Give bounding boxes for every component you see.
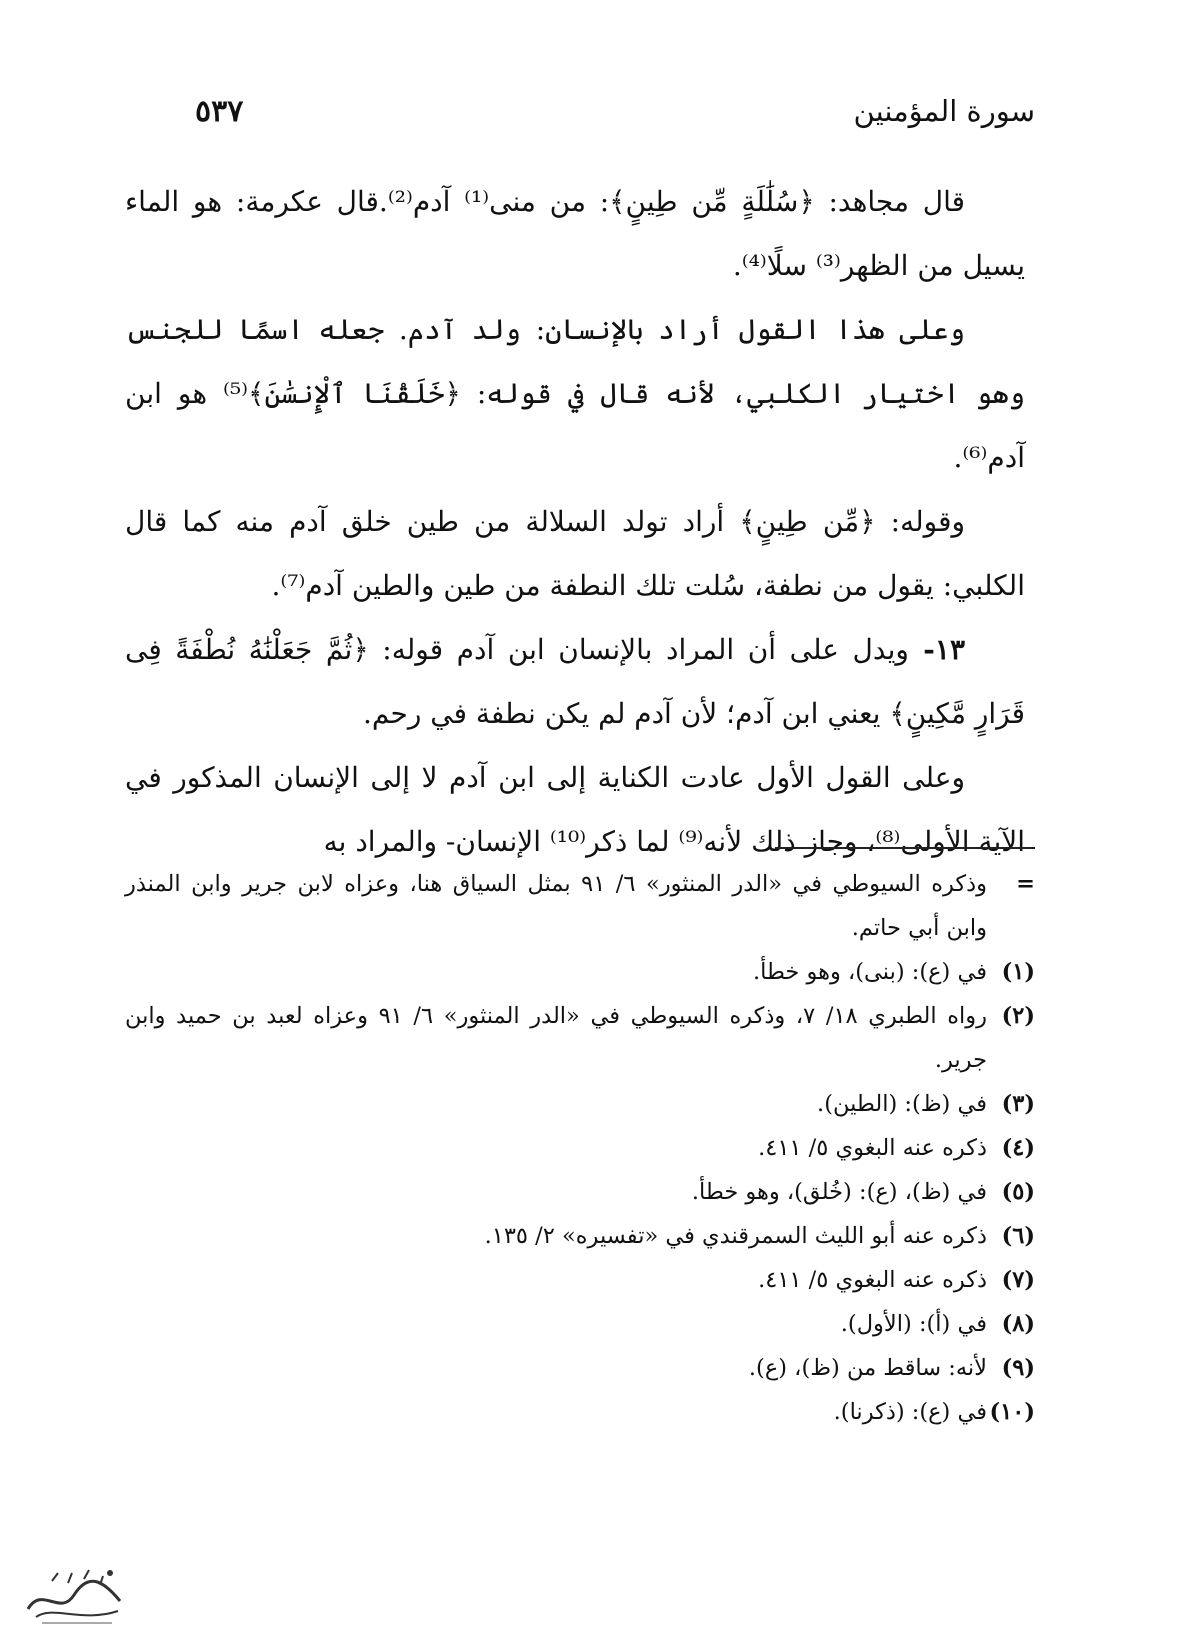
page-number: ٥٣٧ [195, 93, 244, 129]
footnote-marker: (١٠) [989, 1399, 1035, 1425]
footnote-text: في (أ): (الأول). [840, 1311, 987, 1337]
main-text [125, 170, 1025, 874]
paragraph-1: قال مجاهد: ﴿سُلَٰلَةٍ مِّن طِينٍ﴾: من منى⁽¹⁾ آدم⁽²⁾.قال عكرمة: هو الماء يسيل من الظهر⁽³⁾ سلًا⁽⁴⁾. [125, 185, 1025, 282]
footnote-item [125, 1170, 1035, 1214]
surah-title: سورة المؤمنين [853, 94, 1035, 128]
paragraph-number: ١٣- [908, 633, 965, 666]
footnote-text: وذكره السيوطي في «الدر المنثور» ٦/ ٩١ بمثل السياق هنا، وعزاه لابن جرير وابن المنذر وابن أبي حاتم. [125, 871, 987, 941]
library-seal-logo [22, 1565, 132, 1627]
footnotes [125, 862, 1035, 1434]
paragraph-5: وعلى القول الأول عادت الكناية إلى ابن آدم لا إلى الإنسان المذكور في الآية الأولى⁽⁸⁾، وجاز ذلك لأنه⁽⁹⁾ لما ذكر⁽¹⁰⁾ الإنسان- والمراد به [125, 761, 1025, 858]
footnote-item [125, 862, 1035, 950]
footnote-item [125, 1302, 1035, 1346]
footnote-divider [775, 847, 1035, 849]
footnote-text: في (ع): (بنى)، وهو خطأ. [752, 959, 987, 985]
footnote-marker: (٢) [1001, 1003, 1035, 1029]
footnote-marker: (٥) [1001, 1179, 1035, 1205]
paragraph-4 [125, 618, 1025, 746]
footnote-marker: = [1016, 871, 1035, 897]
footnote-marker: (٩) [1001, 1355, 1035, 1381]
page-header [195, 86, 1035, 136]
footnote-text: في (ظ): (الطين). [817, 1091, 987, 1117]
footnote-marker: (٣) [1001, 1091, 1035, 1117]
footnote-marker: (٤) [1001, 1135, 1035, 1161]
footnote-text: ذكره عنه البغوي ٥/ ٤١١. [758, 1135, 987, 1161]
footnote-text: ذكره عنه أبو الليث السمرقندي في «تفسيره» ٢/ ١٣٥. [484, 1223, 987, 1249]
footnote-item [125, 1082, 1035, 1126]
paragraph-4-text: ويدل على أن المراد بالإنسان ابن آدم قوله: ﴿ثُمَّ جَعَلْنَٰهُ نُطْفَةً فِى قَرَارٍ مَّكِينٍ﴾ يعني ابن آدم؛ لأن آدم لم يكن نطفة في رحم. [125, 633, 1025, 730]
footnote-text: في (ظ)، (ع): (خُلق)، وهو خطأ. [691, 1179, 987, 1205]
footnote-marker: (٦) [1001, 1223, 1035, 1249]
footnote-item [125, 1346, 1035, 1390]
footnote-text: لأنه: ساقط من (ظ)، (ع). [748, 1355, 987, 1381]
paragraph-2: وعلى هذا القول أراد بالإنسان: ولد آدم. جعله اسمًا للجنس وهو اختيار الكلبي، لأنه قال في قوله: ﴿خَلَقْنَا ٱلْإِنسَٰنَ﴾⁽⁵⁾ هو ابن آدم⁽⁶⁾. [125, 313, 1026, 474]
footnote-item [125, 1258, 1035, 1302]
footnote-item [125, 1126, 1035, 1170]
footnote-text: رواه الطبري ١٨/ ٧، وذكره السيوطي في «الدر المنثور» ٦/ ٩١ وعزاه لعبد بن حميد وابن جرير. [125, 1003, 988, 1073]
footnote-marker: (٨) [1001, 1311, 1035, 1337]
footnote-item [125, 1390, 1035, 1434]
footnote-item [125, 1214, 1035, 1258]
footnote-text: ذكره عنه البغوي ٥/ ٤١١. [758, 1267, 987, 1293]
footnote-marker: (٧) [1001, 1267, 1035, 1293]
footnote-marker: (١) [1001, 959, 1035, 985]
footnote-text: في (ع): (ذكرنا). [833, 1399, 987, 1425]
paragraph-3: وقوله: ﴿مِّن طِينٍ﴾ أراد تولد السلالة من طين خلق آدم منه كما قال الكلبي: يقول من نطفة، سُلت تلك النطفة من طين والطين آدم⁽⁷⁾. [125, 505, 1025, 602]
footnote-item [125, 994, 1035, 1082]
footnote-item [125, 950, 1035, 994]
